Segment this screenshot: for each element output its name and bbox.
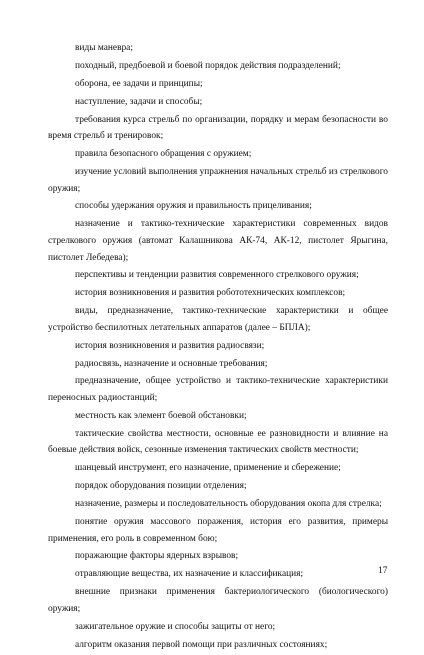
list-item: предназначение, общее устройство и тактико-технические характеристики переносных радиостанций; bbox=[48, 376, 388, 404]
list-item: порядок оборудования позиции отделения; bbox=[75, 481, 247, 492]
list-item: тактические свойства местности, основные ее разновидности и влияние на боевые действия войск, сезонные изменения тактических свойств местности; bbox=[48, 428, 388, 456]
list-item: история возникновения и развития робототехнических комплексов; bbox=[75, 288, 346, 299]
list-item: назначение и тактико-технические характеристики современных видов стрелкового оружия (автомат Калашникова АК-74, АК-12, пистолет Ярыгина, пистолет Лебедева); bbox=[48, 219, 388, 263]
list-item: местность как элемент боевой обстановки; bbox=[75, 410, 247, 421]
list-item: алгоритм оказания первой помощи при различных состояниях; bbox=[75, 639, 328, 650]
list-item: шанцевый инструмент, его назначение, применение и сбережение; bbox=[75, 463, 341, 474]
list-item: внешние признаки применения бактериологического (биологического) оружия; bbox=[48, 587, 388, 614]
list-item: зажигательное оружие и способы защиты от него; bbox=[75, 621, 276, 632]
list-item: оборона, ее задачи и принципы; bbox=[75, 78, 203, 89]
list-item: поражающие факторы ядерных взрывов; bbox=[75, 551, 239, 562]
page-number: 17 bbox=[378, 566, 388, 576]
list-item: понятие оружия массового поражения, история его развития, примеры применения, его роль в современном бою; bbox=[48, 516, 388, 544]
list-item: наступление, задачи и способы; bbox=[75, 96, 203, 107]
list-item: виды, предназначение, тактико-технические характеристики и общее устройство беспилотных летательных аппаратов (далее – БПЛА); bbox=[48, 306, 388, 333]
list-item: походный, предбоевой и боевой порядок действия подразделений; bbox=[75, 60, 341, 71]
list-item: история возникновения и развития радиосвязи; bbox=[75, 340, 265, 351]
list-item: радиосвязь, назначение и основные требования; bbox=[75, 358, 268, 369]
list-item: назначение, размеры и последовательность оборудования окопа для стрелка; bbox=[75, 499, 382, 510]
list-item: виды маневра; bbox=[75, 43, 133, 53]
list-item: изучение условий выполнения упражнения начальных стрельб из стрелкового оружия; bbox=[48, 166, 388, 194]
list-item: правила безопасного обращения с оружием; bbox=[75, 149, 252, 160]
list-item: перспективы и тенденции развития современного стрелкового оружия; bbox=[75, 270, 359, 281]
list-item: отравляющие вещества, их назначение и классификация; bbox=[75, 569, 304, 580]
list-item: способы удержания оружия и правильность прицеливания; bbox=[75, 201, 312, 212]
list-item: требования курса стрельб по организации, порядку и мерам безопасности во время стрельб и тренировок; bbox=[48, 114, 388, 142]
body-text bbox=[48, 40, 388, 655]
